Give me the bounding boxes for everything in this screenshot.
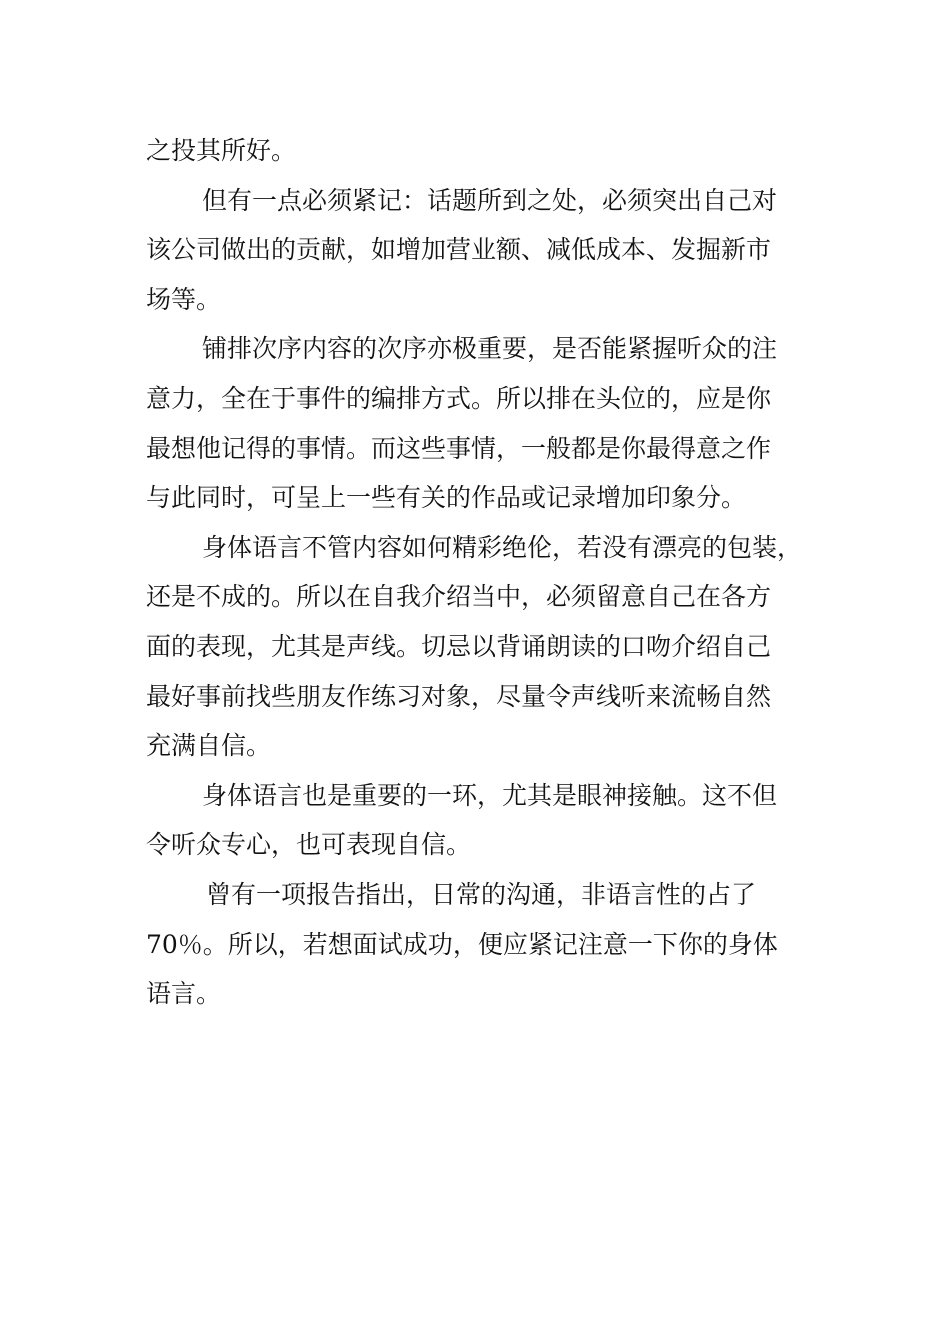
text-line: 面的表现，尤其是声线。切忌以背诵朗读的口吻介绍自己 [146,631,772,661]
text-line: 场等。 [146,284,222,314]
text-line: 最好事前找些朋友作练习对象，尽量令声线听来流畅自然 [146,681,772,711]
text-line: 语言。 [146,979,222,1009]
text-line: 令听众专心，也可表现自信。 [146,830,472,860]
text-line: 之投其所好。 [146,136,297,165]
text-line: 意力，全在于事件的编排方式。所以排在头位的，应是你 [146,383,772,413]
paragraph-start-line: 曾有一项报告指出，日常的沟通，非语言性的占了 [206,879,757,909]
text-line: 还是不成的。所以在自我介绍当中，必须留意自己在各方 [146,582,772,612]
text-line: 70％。所以，若想面试成功，便应紧记注意一下你的身体 [146,929,778,959]
paragraph-start-line: 但有一点必须紧记：话题所到之处，必须突出自己对 [202,185,778,215]
body-text [146,126,836,1019]
paragraph-start-line: 铺排次序内容的次序亦极重要，是否能紧握听众的注 [202,334,778,364]
paragraph-start-line: 身体语言不管内容如何精彩绝伦，若没有漂亮的包装， [202,532,803,562]
text-line: 充满自信。 [146,731,272,761]
text-line: 最想他记得的事情。而这些事情，一般都是你最得意之作 [146,433,772,463]
text-line: 与此同时，可呈上一些有关的作品或记录增加印象分。 [146,483,747,513]
text-line: 该公司做出的贡献，如增加营业额、减低成本、发掘新市 [146,235,772,265]
paragraph-start-line: 身体语言也是重要的一环，尤其是眼神接触。这不但 [202,780,778,810]
